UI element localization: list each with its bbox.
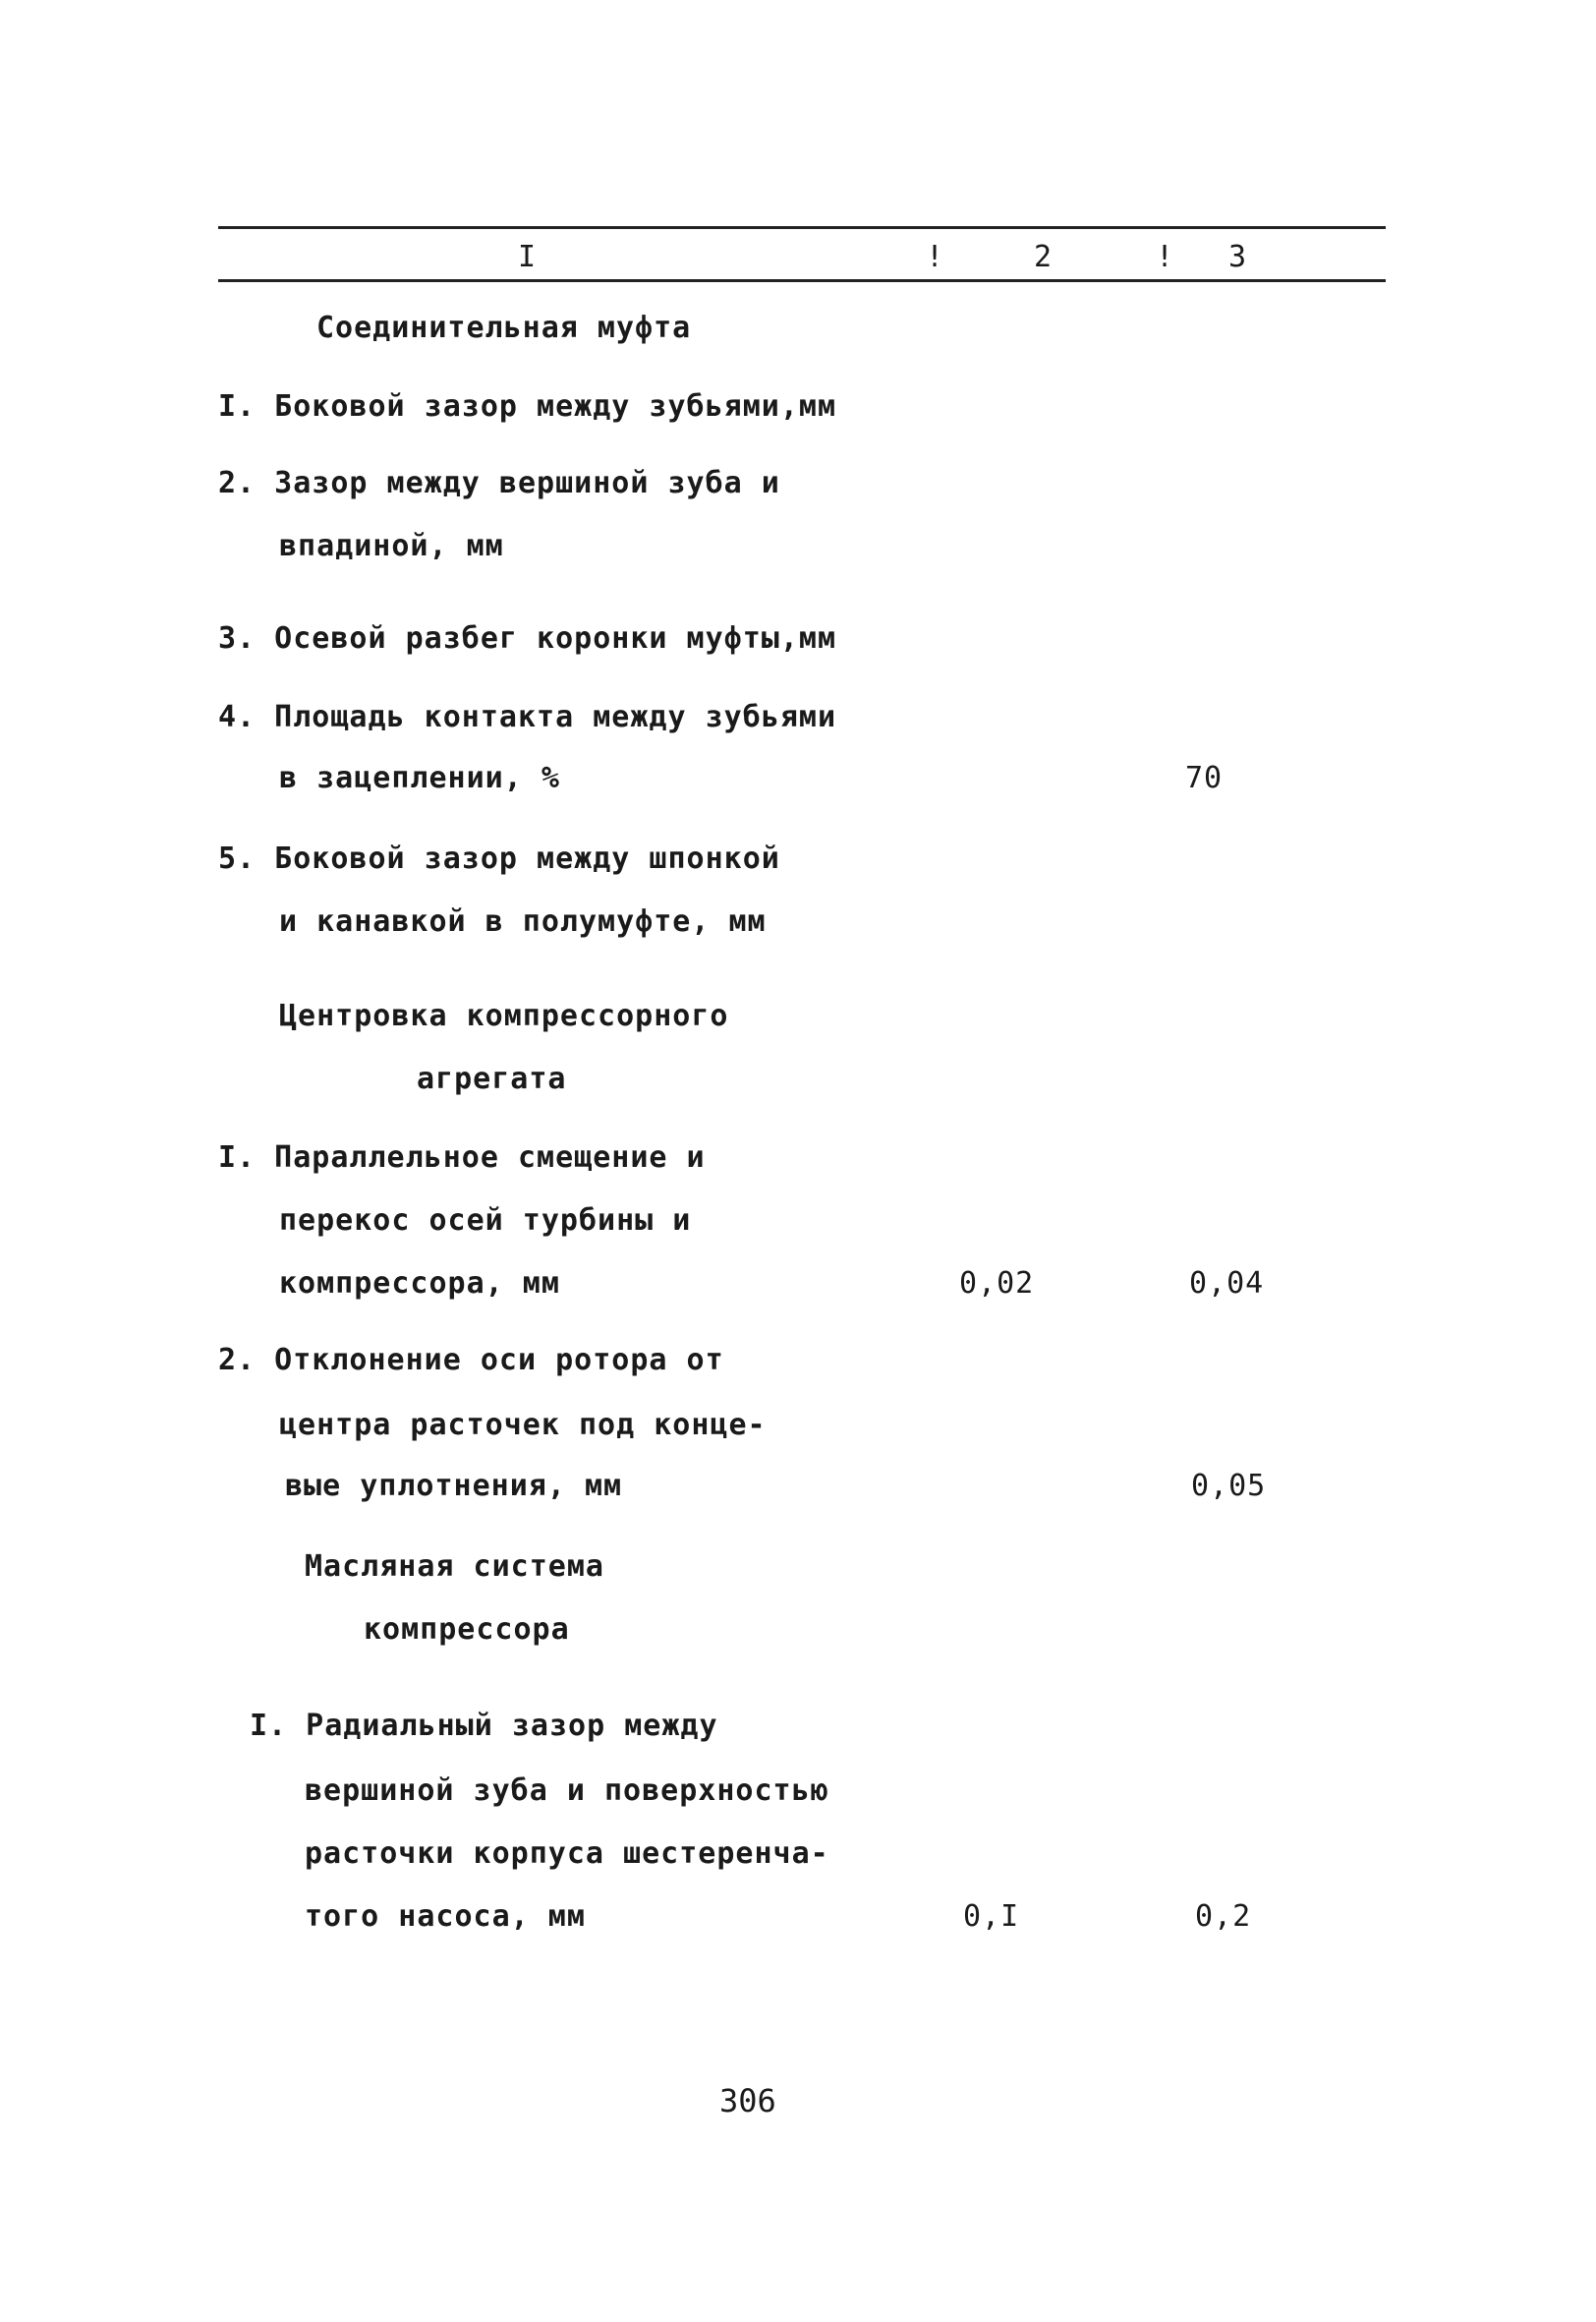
column-header-2: 2 [1034,240,1053,274]
row-text: впадиной, мм [279,529,504,563]
column-separator: ! [926,240,944,274]
row-text: вые уплотнения, мм [285,1469,623,1503]
row-text: в зацеплении, % [279,761,560,795]
section-title-alignment: агрегата [417,1062,567,1096]
page-number: 306 [719,2082,776,2119]
cell-value-col2: 0,02 [959,1266,1035,1301]
section-title-coupling: Соединительная муфта [316,311,692,345]
row-text: 3. Осевой разбег коронки муфты,мм [218,621,837,656]
table-top-rule [218,226,1386,229]
column-separator: ! [1156,240,1174,274]
row-text: I. Боковой зазор между зубьями,мм [218,389,837,424]
row-text: и канавкой в полумуфте, мм [279,904,767,939]
section-title-oil-system: компрессора [364,1612,570,1647]
cell-value-col3: 0,05 [1191,1469,1267,1503]
section-title-alignment: Центровка компрессорного [279,999,729,1033]
row-text: центра расточек под концe- [279,1408,767,1442]
row-text: 4. Площадь контакта между зубьями [218,700,837,734]
row-text: расточки корпуса шестеренча- [305,1836,829,1871]
row-text: 2. Отклонение оси ротора от [218,1343,724,1377]
row-text: вершиной зуба и поверхностью [305,1773,829,1808]
table-header-rule [218,279,1386,282]
cell-value-col2: 0,I [963,1899,1020,1934]
row-text: компрессора, мм [279,1266,560,1301]
row-text: I. Параллельное смещение и [218,1140,706,1175]
row-text: I. Радиальный зазор между [250,1709,718,1743]
column-header-3: 3 [1228,240,1247,274]
column-header-1: I [518,240,537,274]
cell-value-col3: 70 [1185,761,1224,795]
cell-value-col3: 0,2 [1195,1899,1252,1934]
section-title-oil-system: Масляная система [305,1549,604,1584]
cell-value-col3: 0,04 [1189,1266,1265,1301]
row-text: перекос осей турбины и [279,1203,692,1238]
row-text: того насоса, мм [305,1899,586,1934]
row-text: 2. Зазор между вершиной зуба и [218,466,780,500]
row-text: 5. Боковой зазор между шпонкой [218,842,780,876]
